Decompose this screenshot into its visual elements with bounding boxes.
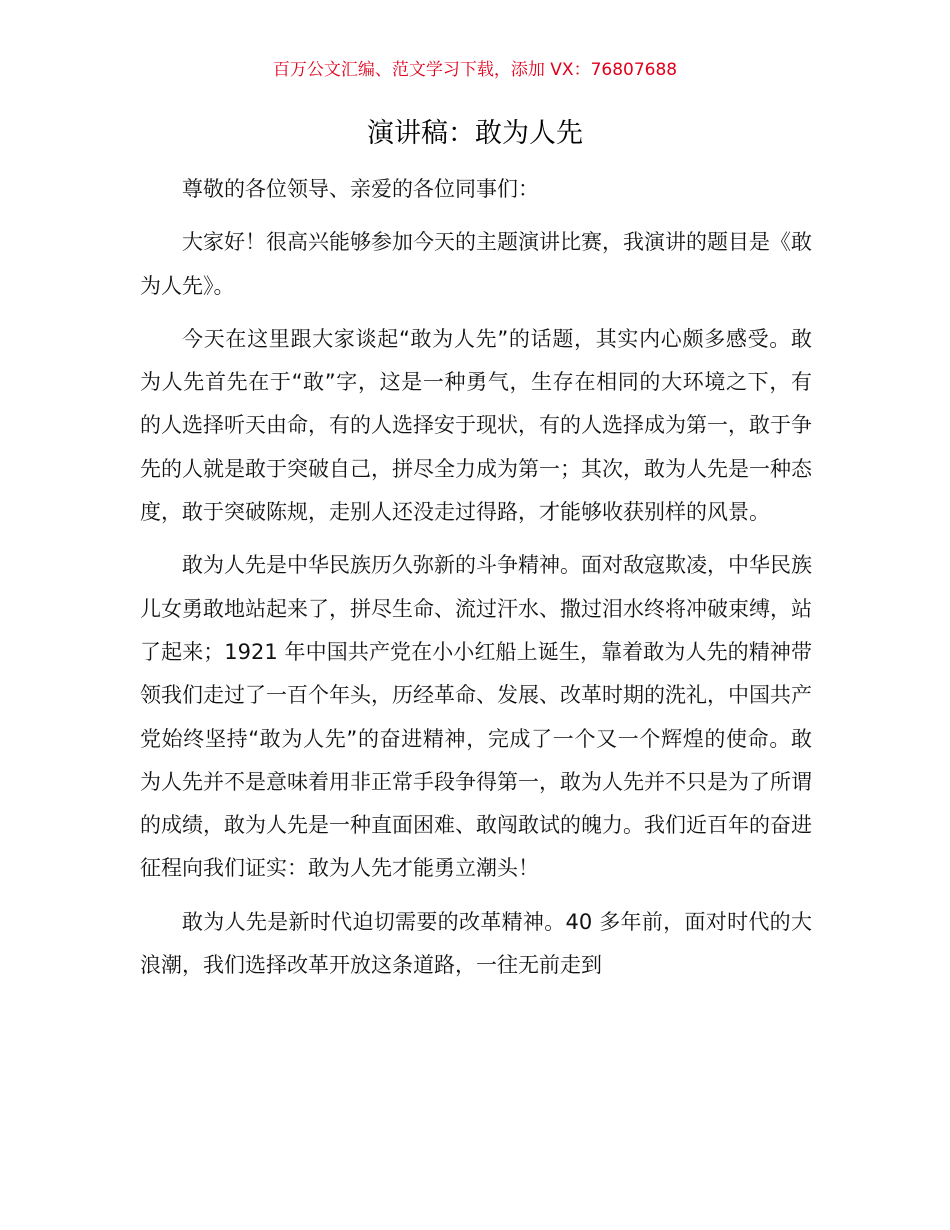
document-body [140,168,812,987]
header-banner: 百万公文汇编、范文学习下载，添加 VX：76807688 [272,60,678,80]
body-paragraph: 今天在这里跟大家谈起“敢为人先”的话题，其实内心颇多感受。敢为人先首先在于“敢”字，这是一种勇气，生存在相同的大环境之下，有的人选择听天由命，有的人选择安于现状，有的人选择成为第一，敢于争先的人就是敢于突破自己，拼尽全力成为第一；其次，敢为人先是一种态度，敢于突破陈规，走别人还没走过得路，才能够收获别样的风景。 [140,326,812,525]
salutation-paragraph: 尊敬的各位领导、亲爱的各位同事们： [182,177,539,201]
document-title: 演讲稿：敢为人先 [367,118,583,149]
body-paragraph: 敢为人先是中华民族历久弥新的斗争精神。面对敌寇欺凌，中华民族儿女勇敢地站起来了，拼尽生命、流过汗水、撒过泪水终将冲破束缚，站了起来；1921 年中国共产党在小小红船上诞生，靠着敢为人先的精神带领我们走过了一百个年头，历经革命、发展、改革时期的洗礼，中国共产党始终坚持“敢为人先”的奋进精神，完成了一个又一个辉煌的使命。敢为人先并不是意味着用非正常手段争得第一，敢为人先并不只是为了所谓的成绩，敢为人先是一种直面困难、敢闯敢试的魄力。我们近百年的奋进征程向我们证实：敢为人先才能勇立潮头！ [140,553,812,881]
body-paragraph: 敢为人先是新时代迫切需要的改革精神。40 多年前，面对时代的大浪潮，我们选择改革开放这条道路，一往无前走到 [140,909,812,978]
greeting-paragraph: 大家好！很高兴能够参加今天的主题演讲比赛，我演讲的题目是《敢为人先》。 [140,230,812,298]
